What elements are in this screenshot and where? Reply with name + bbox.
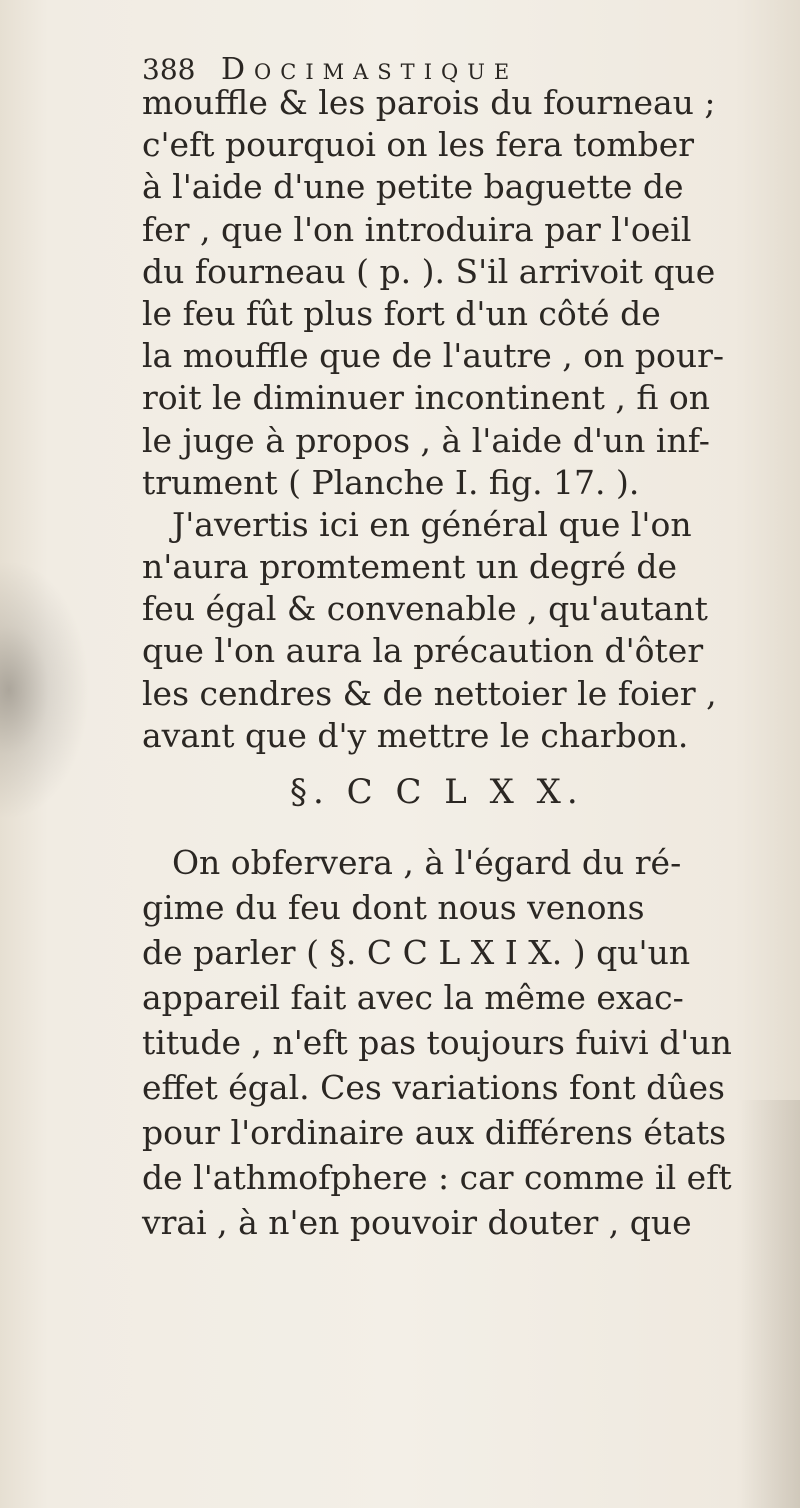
text-line: effet égal. Ces variations font dûes [142,1068,725,1107]
text-line: On obfervera , à l'égard du ré- [172,843,682,882]
text-line: de parler ( §. C C L X I X. ) qu'un [142,933,691,972]
text-block-lower [142,840,772,1245]
page-edge-shadow [0,560,90,820]
text-line: vrai , à n'en pouvoir douter , que [142,1203,692,1242]
text-line: le feu fût plus fort d'un côté de [142,293,661,333]
text-line: fer , que l'on introduira par l'oeil [142,209,692,249]
text-line: appareil fait avec la même exac- [142,978,684,1017]
text-line: à l'aide d'une petite baguette de [142,167,684,207]
text-line: que l'on aura la précaution d'ôter [142,631,704,671]
text-line: pour l'ordinaire aux différens états [142,1113,727,1152]
text-line: le juge à propos , à l'aide d'un inf- [142,420,710,460]
text-line: roit le diminuer incontinent , fi on [142,378,710,418]
text-line: de l'athmofphere : car comme il eft [142,1158,732,1197]
text-line: mouffle & les parois du fourneau ; [142,83,716,122]
text-line: J'avertis ici en général que l'on [172,504,692,544]
text-line: titude , n'eft pas toujours fuivi d'un [142,1023,732,1062]
running-title: Docimastique [221,52,519,87]
text-line: c'eft pourquoi on les fera tomber [142,125,695,165]
text-line: trument ( Planche I. fig. 17. ). [142,462,640,502]
text-line: feu égal & convenable , qu'autant [142,589,708,629]
text-line: avant que d'y mettre le charbon. [142,715,689,755]
section-heading: §. C C L X X. [290,772,584,812]
text-line: les cendres & de nettoier le foier , [142,673,717,713]
text-line: la mouffle que de l'autre , on pour- [142,336,725,376]
text-line: du fourneau ( p. ). S'il arrivoit que [142,251,716,291]
page-number: 388 [142,53,196,86]
text-line: n'aura promtement un degré de [142,547,678,587]
text-block-upper [142,82,772,757]
text-line: gime du feu dont nous venons [142,888,645,927]
